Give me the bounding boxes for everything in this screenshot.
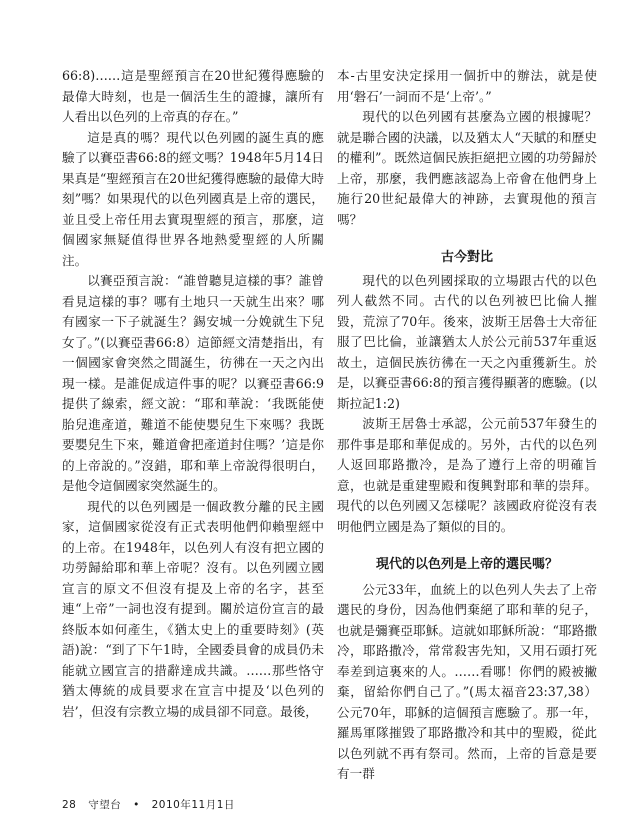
page-footer [62, 797, 243, 812]
page-number: 28 [62, 799, 77, 811]
footer-separator: • [133, 799, 140, 811]
paragraph: 以賽亞預言說：“誰曾聽見這樣的事？誰曾看見這樣的事？哪有土地只一天就生出來？哪有國家一下子就誕生？錫安城一分娩就生下兒女了。”(以賽亞書66:8）這節經文清楚指出，有一個國家會突然之間誕生，彷彿在一天之內出現一樣。是誰促成這件事的呢？以賽亞書66:9提供了線索，經文說：“耶和華說：‘我既能使胎兒進產道，難道不能使嬰兒生下來嗎？我既要嬰兒生下來，難道會把產道封住嗎？’這是你的上帝說的。”沒錯，耶和華上帝說得很明白，是他令這個國家突然誕生的。 [62, 273, 324, 493]
paragraph: 本-古里安決定採用一個折中的辦法，就是使用‘磐石’一詞而不是‘上帝’。” [337, 68, 597, 104]
paragraph: 公元33年，血統上的以色列人失去了上帝選民的身份，因為他們棄絕了耶和華的兒子，也就是彌賽亞耶穌。這就如耶穌所說：“耶路撒冷，耶路撒冷，常常殺害先知，又用石頭打死奉差到這裏來的人。……看哪！你們的殿被撇棄，留給你們自己了。”(馬太福音23:37,38）公元70年，耶穌的這個預言應驗了。那一年，羅馬軍隊摧毀了耶路撒冷和其中的聖殿，從此以色列就不再有祭司。然而，上帝的旨意是要有一群 [337, 581, 597, 781]
paragraph: 現代的以色列國有甚麼為立國的根據呢？就是聯合國的決議，以及猶太人“天賦的和歷史的權利”。既然這個民族拒絕把立國的功勞歸於上帝，那麼，我們應該認為上帝會在他們身上施行20世紀最偉大的神跡，去實現他的預言嗎？ [337, 109, 597, 227]
paragraph: 現代的以色列國採取的立場跟古代的以色列人截然不同。古代的以色列被巴比倫人摧毀，荒涼了70年。後來，波斯王居魯士大帝征服了巴比倫，並讓猶太人於公元前537年重返故土，這個民族彷彿在一天之內重獲新生。於是，以賽亞書66:8的預言獲得顯著的應驗。(以斯拉記1:2) [337, 272, 597, 411]
issue-date: 2010年11月1日 [151, 799, 235, 811]
left-column [62, 66, 324, 722]
magazine-title: 守望台 [88, 799, 122, 811]
paragraph: 這是真的嗎？現代以色列國的誕生真的應驗了以賽亞書66:8的經文嗎？1948年5月14日果真是“聖經預言在20世紀獲得應驗的最偉大時刻”嗎？如果現代的以色列國真是上帝的選民，並且受上帝任用去實現聖經的預言，那麼，這個國家無疑值得世界各地熱愛聖經的人所關注。 [62, 129, 324, 268]
section-heading: 古今對比 [440, 250, 493, 265]
paragraph: 66:8)……這是聖經預言在20世紀獲得應驗的最偉大時刻，也是一個活生生的證據，讓所有人看出以色列的上帝真的存在。” [62, 68, 324, 124]
section-heading: 現代的以色列是上帝的選民嗎？ [375, 557, 558, 572]
paragraph: 現代的以色列國是一個政教分離的民主國家，這個國家從沒有正式表明他們仰賴聖經中的上帝。在1948年，以色列人有沒有把立國的功勞歸給耶和華上帝呢？沒有。以色列國立國宣言的原文不但沒有提及上帝的名字，甚至連“上帝”一詞也沒有提到。關於這份宣言的最終版本如何產生，《猶太史上的重要時刻》(英語)說：“到了下午1時，全國委員會的成員仍未能就立國宣言的措辭達成共識。……那些恪守猶太傳統的成員要求在宣言中提及‘以色列的岩’，但沒有宗教立場的成員卻不同意。最後， [62, 498, 324, 719]
paragraph: 波斯王居魯士承認，公元前537年發生的那件事是耶和華促成的。另外，古代的以色列人返回耶路撒冷，是為了遵行上帝的明確旨意，也就是重建聖殿和復興對耶和華的崇拜。現代的以色列國又怎樣呢？該國政府從沒有表明他們立國是為了類似的目的。 [337, 416, 597, 534]
right-column [337, 66, 597, 785]
